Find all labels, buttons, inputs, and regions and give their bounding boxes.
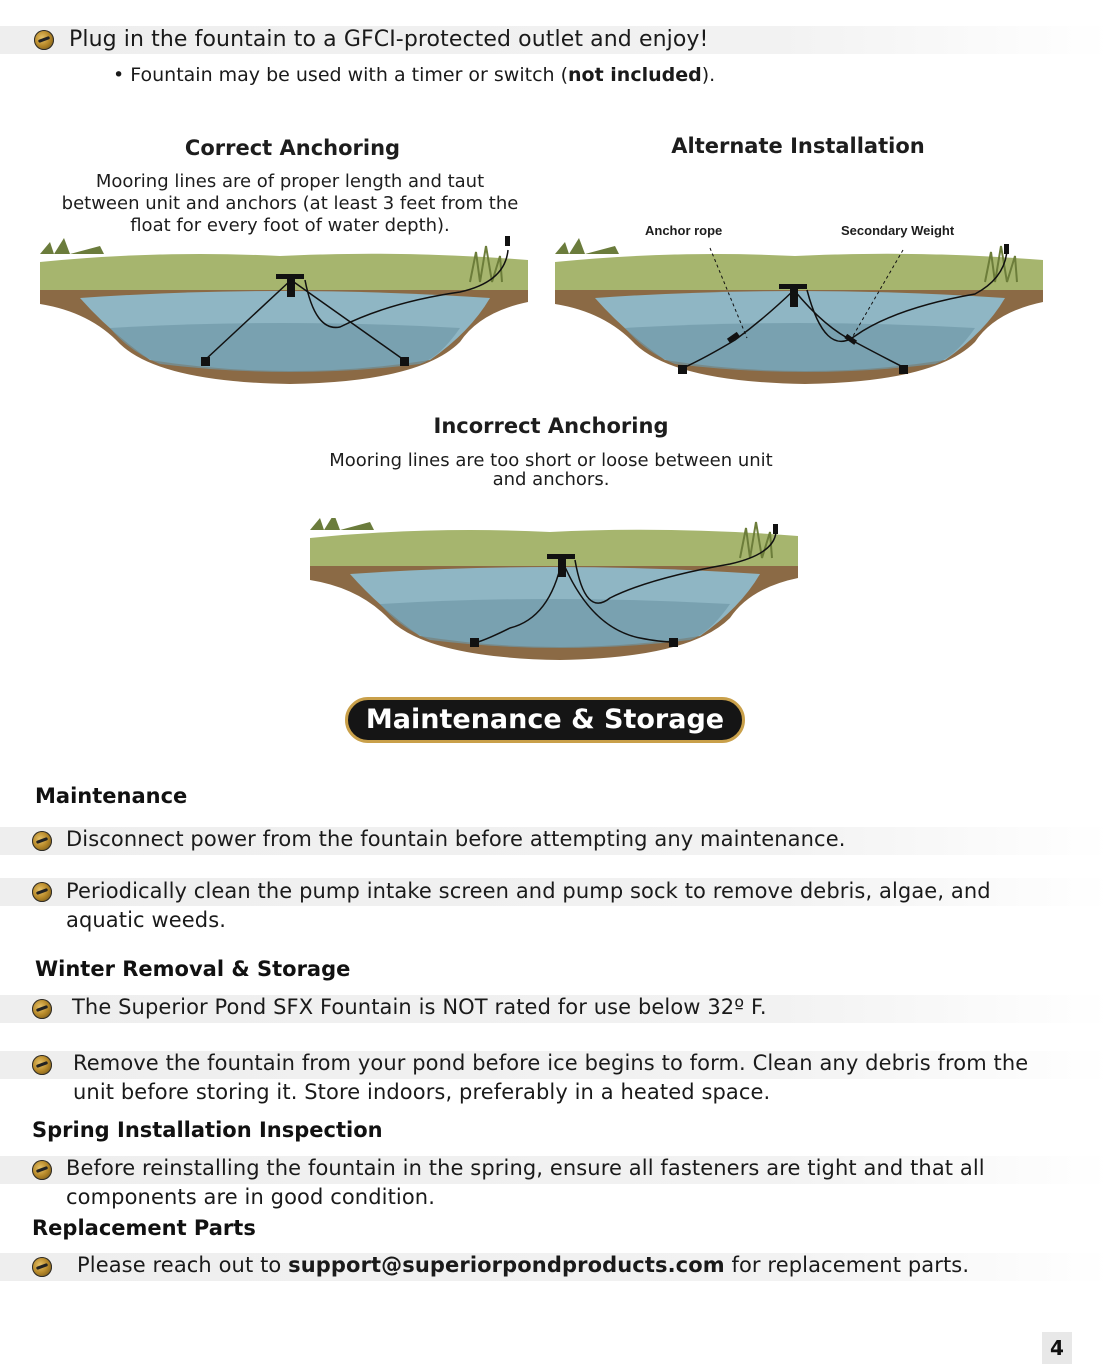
fountain-bullet-icon bbox=[34, 30, 54, 50]
timer-note-suffix: ). bbox=[701, 64, 716, 86]
incorrect-desc-line: Mooring lines are too short or loose between unit bbox=[329, 450, 773, 471]
maintenance-item-2-line-1: Periodically clean the pump intake screen and pump sock to remove debris, algae, and bbox=[66, 879, 991, 903]
plug-in-text: Plug in the fountain to a GFCI-protected outlet and enjoy! bbox=[69, 27, 709, 52]
winter-heading: Winter Removal & Storage bbox=[35, 957, 351, 981]
incorrect-anchoring-description bbox=[300, 451, 802, 489]
correct-desc-line: between unit and anchors (at least 3 feet from the bbox=[61, 193, 519, 214]
alternate-installation-illustration bbox=[555, 218, 1043, 390]
secondary-weight-label: Secondary Weight bbox=[841, 223, 955, 238]
replacement-parts-prefix: Please reach out to bbox=[77, 1253, 289, 1277]
spring-heading: Spring Installation Inspection bbox=[32, 1118, 383, 1142]
correct-anchoring-description bbox=[30, 171, 550, 237]
fountain-bullet-icon bbox=[32, 1257, 52, 1277]
timer-note bbox=[113, 62, 715, 88]
correct-anchoring-illustration bbox=[40, 232, 528, 390]
replacement-parts-text bbox=[77, 1251, 969, 1280]
maintenance-storage-banner: Maintenance & Storage bbox=[345, 697, 745, 743]
replacement-parts-suffix: for replacement parts. bbox=[724, 1253, 970, 1277]
correct-desc-line: Mooring lines are of proper length and taut bbox=[95, 171, 485, 192]
spring-item-1-line-1: Before reinstalling the fountain in the spring, ensure all fasteners are tight and that all bbox=[66, 1156, 985, 1180]
fountain-bullet-icon bbox=[32, 882, 52, 902]
incorrect-anchoring-title: Incorrect Anchoring bbox=[433, 414, 669, 438]
incorrect-desc-line: and anchors. bbox=[492, 469, 610, 490]
spring-item-1-line-2: components are in good condition. bbox=[66, 1185, 435, 1209]
winter-item-1: The Superior Pond SFX Fountain is NOT rated for use below 32º F. bbox=[72, 995, 767, 1019]
replacement-parts-heading: Replacement Parts bbox=[32, 1216, 256, 1240]
fountain-bullet-icon bbox=[32, 1160, 52, 1180]
fountain-bullet-icon bbox=[32, 999, 52, 1019]
timer-note-bold: not included bbox=[568, 64, 702, 86]
winter-item-2-line-2: unit before storing it. Store indoors, preferably in a heated space. bbox=[73, 1080, 771, 1104]
correct-anchoring-title: Correct Anchoring bbox=[184, 136, 401, 160]
maintenance-item-2-line-2: aquatic weeds. bbox=[66, 908, 227, 932]
winter-item-2-line-1: Remove the fountain from your pond before ice begins to form. Clean any debris from the bbox=[73, 1051, 1029, 1075]
timer-note-prefix: • Fountain may be used with a timer or switch ( bbox=[113, 64, 569, 86]
maintenance-heading: Maintenance bbox=[35, 784, 188, 808]
incorrect-anchoring-illustration bbox=[310, 518, 798, 670]
maintenance-item-1: Disconnect power from the fountain before attempting any maintenance. bbox=[66, 827, 846, 851]
page-number: 4 bbox=[1042, 1332, 1072, 1364]
alternate-installation-title: Alternate Installation bbox=[671, 134, 925, 158]
anchor-rope-label: Anchor rope bbox=[645, 223, 723, 238]
correct-desc-line: float for every foot of water depth). bbox=[130, 215, 450, 236]
fountain-bullet-icon bbox=[32, 1055, 52, 1075]
fountain-bullet-icon bbox=[32, 831, 52, 851]
support-email-link[interactable]: support@superiorpondproducts.com bbox=[288, 1253, 725, 1277]
